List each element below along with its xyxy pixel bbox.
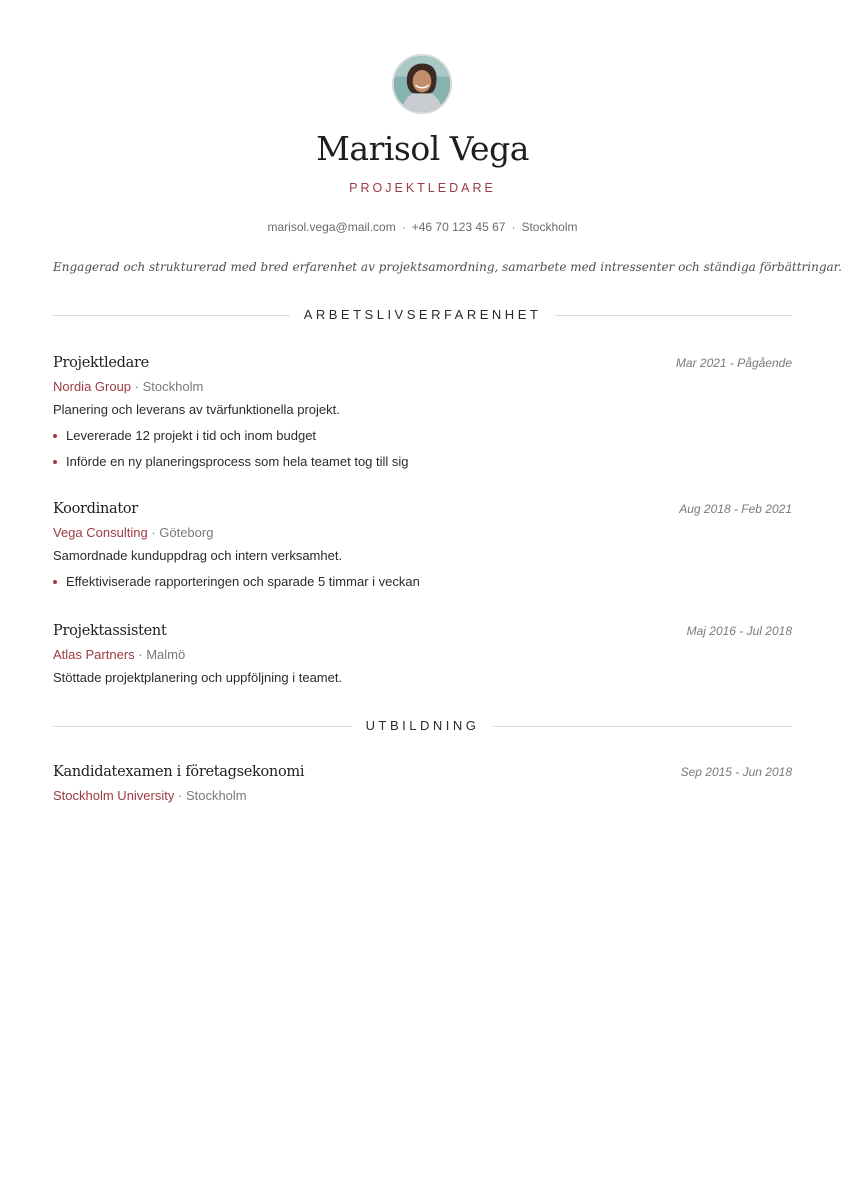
job-title: Koordinator (53, 501, 138, 517)
section-divider (493, 726, 792, 727)
company-location: · Malmö (138, 647, 186, 662)
contact-email: marisol.vega@mail.com (267, 220, 396, 234)
job-title: Projektassistent (53, 623, 167, 639)
profile-photo (394, 56, 450, 112)
achievement-item (53, 572, 792, 592)
company-name: Vega Consulting (53, 525, 148, 540)
job-description: Planering och leverans av tvärfunktionella projekt. (53, 402, 340, 417)
resume-page (53, 0, 842, 1198)
achievement-text: Effektiviserade rapporteringen och sparade 5 timmar i veckan (66, 574, 420, 589)
entry-header (53, 761, 792, 783)
section-label: UTBILDNING (365, 718, 480, 733)
job-dates: Maj 2016 - Jul 2018 (686, 624, 792, 638)
job-title: Projektledare (53, 355, 149, 371)
education-section-title (53, 717, 792, 735)
profile-summary: Engagerad och strukturerad med bred erfarenhet av projektsamordning, samarbete med intressenter och ständiga förbättringar. (53, 260, 842, 274)
avatar (392, 54, 452, 114)
section-divider (555, 315, 792, 316)
degree-title: Kandidatexamen i företagsekonomi (53, 764, 305, 780)
contact-phone: +46 70 123 45 67 (411, 220, 506, 234)
experience-entry (53, 352, 792, 478)
contact-separator: · (511, 220, 516, 234)
entry-header (53, 498, 792, 520)
school-location: · Stockholm (178, 788, 247, 803)
achievement-text: Levererade 12 projekt i tid och inom budget (66, 428, 317, 443)
company-location: · Göteborg (151, 525, 214, 540)
education-dates: Sep 2015 - Jun 2018 (680, 765, 792, 779)
company-name: Atlas Partners (53, 647, 135, 662)
achievement-list (53, 426, 792, 472)
entry-header (53, 352, 792, 374)
achievement-item (53, 452, 792, 472)
company-location: · Stockholm (134, 379, 204, 394)
job-organization (53, 645, 792, 665)
job-description: Stöttade projektplanering och uppföljning i teamet. (53, 670, 343, 685)
section-divider (53, 726, 352, 727)
contact-line (53, 219, 792, 235)
experience-entry (53, 498, 792, 598)
contact-city: Stockholm (521, 220, 578, 234)
achievement-text: Införde en ny planeringsprocess som hela teamet tog till sig (66, 454, 409, 469)
achievement-item (53, 426, 792, 446)
contact-separator: · (401, 220, 406, 234)
section-label: ARBETSLIVSERFARENHET (303, 307, 542, 322)
achievement-list (53, 572, 792, 592)
section-divider (53, 315, 290, 316)
job-organization (53, 377, 792, 397)
job-description: Samordnade kunduppdrag och intern verksamhet. (53, 548, 343, 563)
bullet-icon (53, 580, 57, 584)
company-name: Nordia Group (53, 379, 132, 394)
candidate-role: PROJEKTLEDARE (349, 181, 496, 195)
education-entry (53, 761, 792, 806)
experience-entry (53, 620, 792, 688)
entry-header (53, 620, 792, 642)
candidate-name: Marisol Vega (316, 129, 529, 168)
school-name: Stockholm University (53, 788, 175, 803)
bullet-icon (53, 460, 57, 464)
experience-section-title (53, 306, 792, 324)
education-institution (53, 786, 792, 806)
job-dates: Aug 2018 - Feb 2021 (679, 502, 792, 516)
job-organization (53, 523, 792, 543)
job-dates: Mar 2021 - Pågående (675, 356, 792, 370)
bullet-icon (53, 434, 57, 438)
